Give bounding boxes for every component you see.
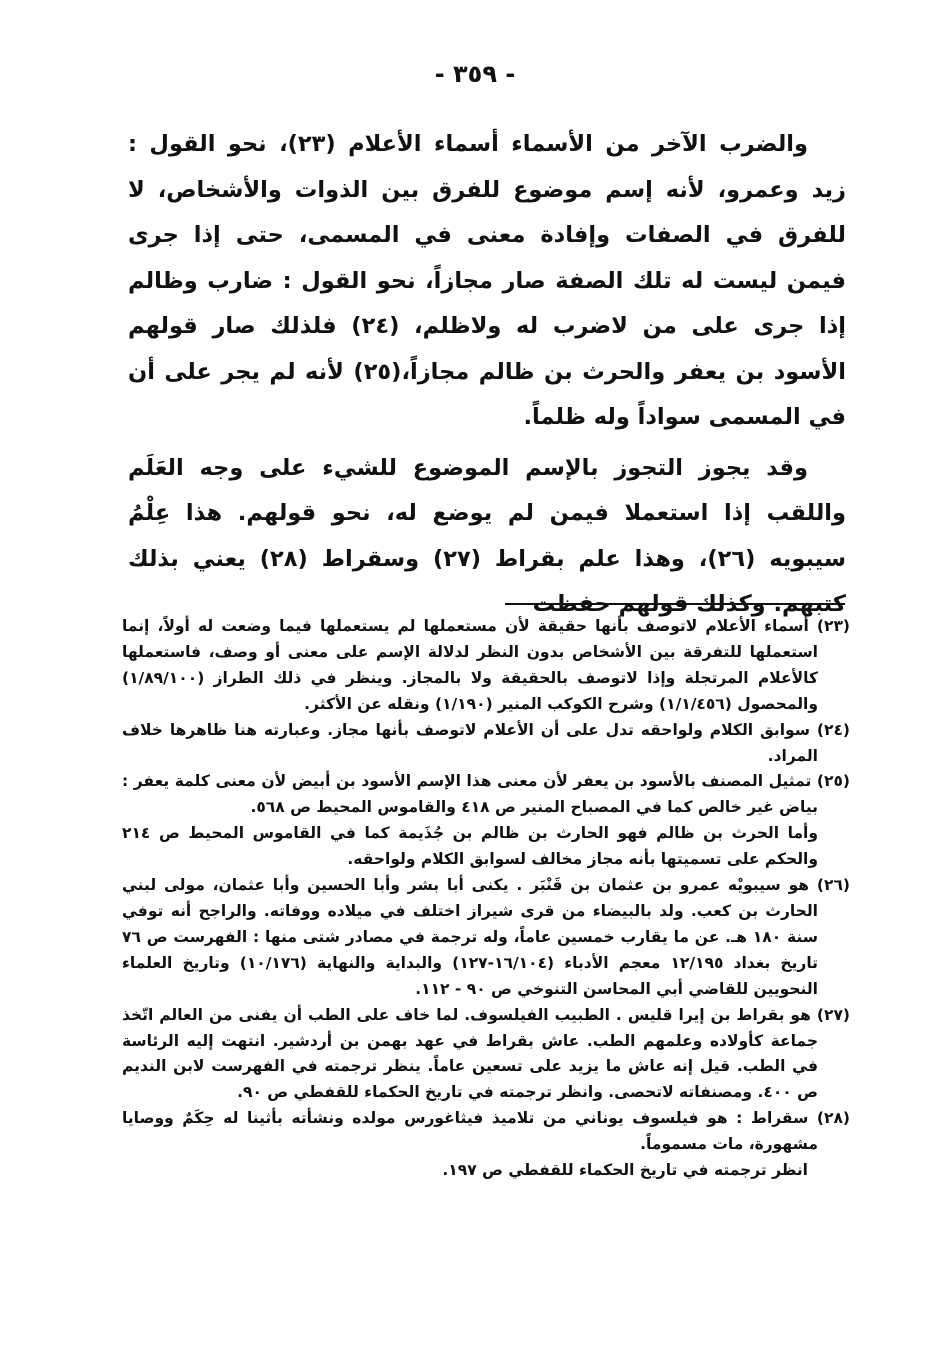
footnote-separator (505, 603, 845, 605)
footnote-23: (٢٣) أسماء الأعلام لاتوصف بأنها حقيقة لأن مستعملها لم يستعملها فيما وضعت له أولاً، إنما استعملها للتفرقة بين الأشخاص بدون النظر لدلالة الإسم على معنى أو وصف، فاستعملها كالأعلام المرتجلة وإذا لاتوصف بالحقيقة ولا بالمجاز. وينظر في ذلك الطراز (١/٨٩/١٠٠) والمحصول (١/١/٤٥٦) وشرح الكوكب المنير (١/١٩٠) ونقله عن الأكثر. (122, 617, 850, 713)
footnotes (122, 614, 850, 1184)
page-number: - ٣٥٩ - (434, 60, 516, 88)
footnote-25: (٢٥) تمثيل المصنف بالأسود بن يعفر لأن معنى هذا الإسم الأسود بن أبيض لأن معنى كلمة يعفر : بياض غير خالص كما في المصباح المنير ص ٤١٨ والقاموس المحيط ص ٥٦٨. (122, 772, 850, 817)
footnote-24: (٢٤) سوابق الكلام ولواحقه تدل على أن الأعلام لاتوصف بأنها مجاز. وعبارته هنا ظاهرها خلاف المراد. (122, 720, 850, 765)
main-paragraph: والضرب الآخر من الأسماء أسماء الأعلام (٢٣)، نحو القول : زيد وعمرو، لأنه إسم موضوع للفرق بين الذوات والأشخاص، لا للفرق في الصفات وإفادة معنى في المسمى، حتى إذا جرى فيمن ليست له تلك الصفة صار مجازاً، نحو القول : ضارب وظالم إذا جرى على من لاضرب له ولاظلم، (٢٤) فلذلك صار قولهم الأسود بن يعفر والحرث بن ظالم مجازاً،(٢٥) لأنه لم يجر على أن في المسمى سواداً وله ظلماً. (128, 131, 846, 430)
footnote-27: (٢٧) هو بقراط بن إيرا قليس . الطبيب الفيلسوف. لما خاف على الطب أن يفنى من العالم اتّخذ جماعة كأولاده وعلمهم الطب. عاش بقراط في عهد بهمن بن أردشير. انتهت إليه الرئاسة في الطب. قيل إنه عاش ما يزيد على تسعين عاماً. ينظر ترجمته في الفهرست لابن النديم ص ٤٠٠. ومصنفاته لاتحصى. وانظر ترجمته في تاريخ الحكماء للقفطي ص ٩٠. (122, 1005, 850, 1102)
main-paragraph: وقد يجوز التجوز بالإسم الموضوع للشيء على وجه العَلَم واللقب إذا استعملا فيمن لم يوضع له، نحو قولهم. هذا عِلْمُ سيبويه (٢٦)، وهذا علم بقراط (٢٧) وسقراط (٢٨) يعني بذلك كتبهم. وكذلك قولهم حفظت (128, 454, 846, 617)
footnote-26: (٢٦) هو سيبويْه عمرو بن عثمان بن قَنْبَر . يكنى أبا بشر وأبا الحسين وأبا عثمان، مولى لبني الحارث بن كعب. ولد بالبيضاء من قرى شيراز اختلف في ميلاده ووفاته. والراجح أنه توفي سنة ١٨٠ هـ. عن ما يقارب خمسين عاماً، وله ترجمة في مصادر شتى منها : الفهرست ص ٧٦ تاريخ بغداد ١٢/١٩٥ معجم الأدباء (١٦/١٠٤-١٢٧) والبداية والنهاية (١٠/١٧٦) وتاريخ العلماء النحويين للقاضي أبي المحاسن التنوخي ص ٩٠ - ١١٢. (122, 876, 850, 998)
footnote-28-continuation: انظر ترجمته في تاريخ الحكماء للقفطي ص ١٩٧. (442, 1161, 808, 1180)
footnote-25-continuation: وأما الحرث بن ظالم فهو الحارث بن ظالم بن جُذَيمة كما في القاموس المحيط ص ٢١٤ والحكم على تسميتها بأنه مجاز مخالف لسوابق الكلام ولواحقه. (122, 824, 818, 869)
footnote-28: (٢٨) سقراط : هو فيلسوف يوناني من تلاميذ فيثاغورس مولده ونشأته بأثينا له حِكَمٌ ووصايا مشهورة، مات مسموماً. (122, 1109, 850, 1154)
main-text (128, 122, 846, 633)
